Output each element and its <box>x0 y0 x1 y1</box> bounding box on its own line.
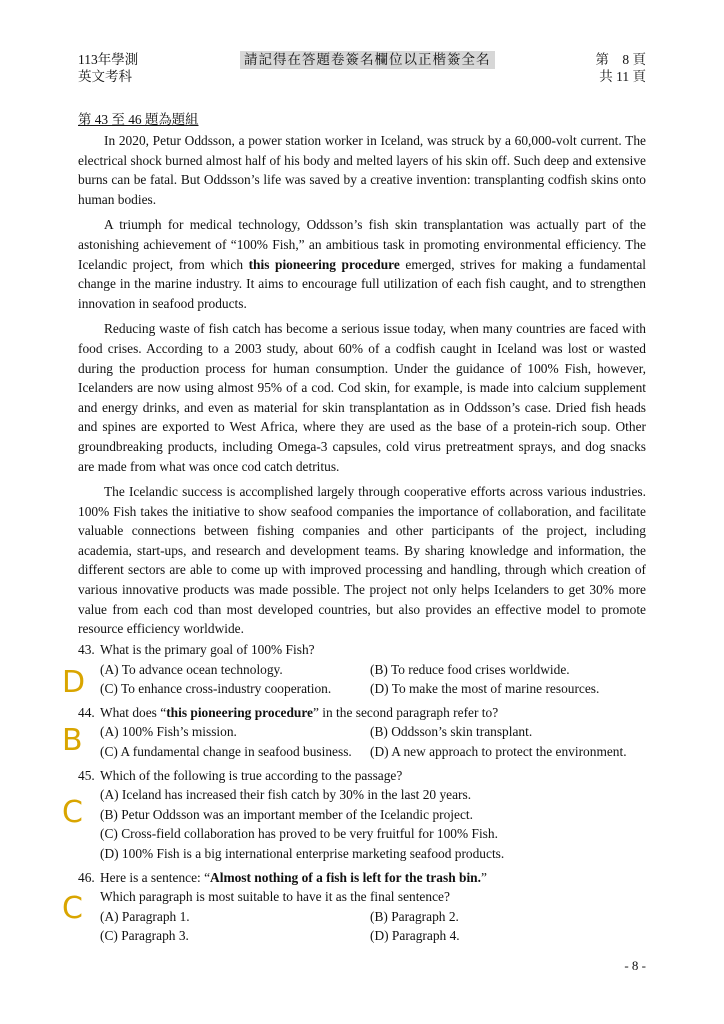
option-c: (C) A fundamental change in seafood business. <box>100 743 352 759</box>
question-stem: What is the primary goal of 100% Fish? <box>100 642 315 657</box>
option-c: (C) Cross-field collaboration has proved to be very fruitful for 100% Fish. <box>100 826 498 842</box>
paragraph-3: Reducing waste of fish catch has become a serious issue today, when many countries are faced with food crises. According to a 2003 study, about 60% of a codfish caught in Iceland was lost or wasted during the production process for human consumption. Under the guidance of 100% Fish, however, Icelanders are now using almost 95% of a cod. Cod skin, for example, is made into calcium supplement and energy drinks, and even as material for skin transplantation as in Oddsson’s case. Dried fish heads and spines are exported to West Africa, where they are used as the base of a protein-rich soup. Other groundbreaking products, including Omega-3 capsules, cold virus pretreatment sprays, and dog snacks are made from what was once cod catch detritus. <box>78 321 646 474</box>
question-stem-line-2: Which paragraph is most suitable to have it as the final sentence? <box>100 889 450 905</box>
stem-text: What does “ <box>100 704 167 720</box>
reading-passage <box>78 131 646 645</box>
option-d: (D) A new approach to protect the environment. <box>370 743 627 759</box>
paragraph-4: The Icelandic success is accomplished largely through cooperative efforts across various industries. 100% Fish takes the initiative to show seafood companies the importance of collaboration, and facilitate valuable connections between fishing companies and other participants of the project, including academia, start-ups, and research and development teams. By sharing knowledge and information, the different sectors are able to come up with improved processing and handling, through which creation of various innovative products was made possible. The project not only helps Icelanders to get 30% more value from each cod than most developed countries, but also provides an effective model to promote resource efficiency worldwide. <box>78 484 646 637</box>
handwritten-answer-43: D <box>62 665 86 700</box>
header-left <box>78 51 138 85</box>
option-b: (B) Paragraph 2. <box>370 908 459 924</box>
option-a: (A) Iceland has increased their fish catch by 30% in the last 20 years. <box>100 787 472 803</box>
option-a: (A) To advance ocean technology. <box>100 661 283 677</box>
paragraph-2 <box>78 215 646 313</box>
header-right <box>595 51 646 85</box>
question-number: 46. <box>78 869 95 885</box>
option-b: (B) Petur Oddsson was an important member of the Icelandic project. <box>100 806 473 822</box>
question-46 <box>78 868 646 946</box>
page-number: - 8 - <box>624 958 646 973</box>
option-c: (C) Paragraph 3. <box>100 928 189 944</box>
page-header <box>78 51 646 87</box>
stem-text-end: ” in the second paragraph refer to? <box>313 704 499 720</box>
option-a: (A) 100% Fish’s mission. <box>100 724 237 740</box>
question-number: 43. <box>78 642 95 657</box>
question-44 <box>78 703 646 762</box>
total-pages: 共 11 頁 <box>599 69 646 84</box>
paragraph-2-text-end: emerged, strives for making a fundamental change in the marine industry. It aims to encourage full utilization of each fish caught, and to strengthen innovation in seafood products. <box>78 256 646 311</box>
stem-bold: Almost nothing of a fish is left for the trash bin. <box>210 869 481 885</box>
option-c: (C) To enhance cross-industry cooperation. <box>100 681 332 697</box>
stem-text-end: ” <box>480 869 487 885</box>
group-title: 第 43 至 46 題為題組 <box>78 112 199 127</box>
option-d: (D) Paragraph 4. <box>370 928 460 944</box>
handwritten-answer-45: C <box>62 795 83 830</box>
option-b: (B) To reduce food crises worldwide. <box>370 661 570 677</box>
question-number: 44. <box>78 704 95 720</box>
option-d: (D) 100% Fish is a big international enterprise marketing seafood products. <box>100 845 505 861</box>
highlighted-phrase: this pioneering procedure <box>248 256 400 272</box>
signature-notice: 請記得在答題卷簽名欄位以正楷簽全名 <box>240 51 495 69</box>
exam-year: 113年學測 <box>78 52 139 67</box>
question-stem: Which of the following is true according to the passage? <box>100 767 403 783</box>
question-stem <box>100 868 487 888</box>
stem-bold: this pioneering procedure <box>166 704 313 720</box>
stem-text: Here is a sentence: “ <box>100 869 211 885</box>
paragraph-1: In 2020, Petur Oddsson, a power station worker in Iceland, was struck by a 60,000-volt current. The electrical shock burned almost half of his body and melted layers of his skin off. Such deep and extensive burns can be fatal. But Oddsson’s life was saved by a creative invention: transplanting codfish skins onto human bodies. <box>78 133 646 207</box>
exam-subject: 英文考科 <box>78 69 132 84</box>
question-number: 45. <box>78 767 95 783</box>
option-b: (B) Oddsson’s skin transplant. <box>370 724 533 740</box>
handwritten-answer-46: C <box>62 891 83 926</box>
option-d: (D) To make the most of marine resources. <box>370 681 600 697</box>
handwritten-answer-44: B <box>62 723 83 758</box>
paragraph-2-text: A triumph for medical technology, Oddsson’s fish skin transplantation was actually part of the astonishing achievement of “100% Fish,” an ambitious task in promoting environmental efficiency. The Icelandic project, from which <box>78 217 646 272</box>
question-stem <box>100 703 498 723</box>
question-45 <box>78 766 646 864</box>
page-indicator: 第 8 頁 <box>595 52 646 67</box>
question-list <box>78 640 646 950</box>
option-a: (A) Paragraph 1. <box>100 908 190 924</box>
question-43 <box>78 640 646 699</box>
